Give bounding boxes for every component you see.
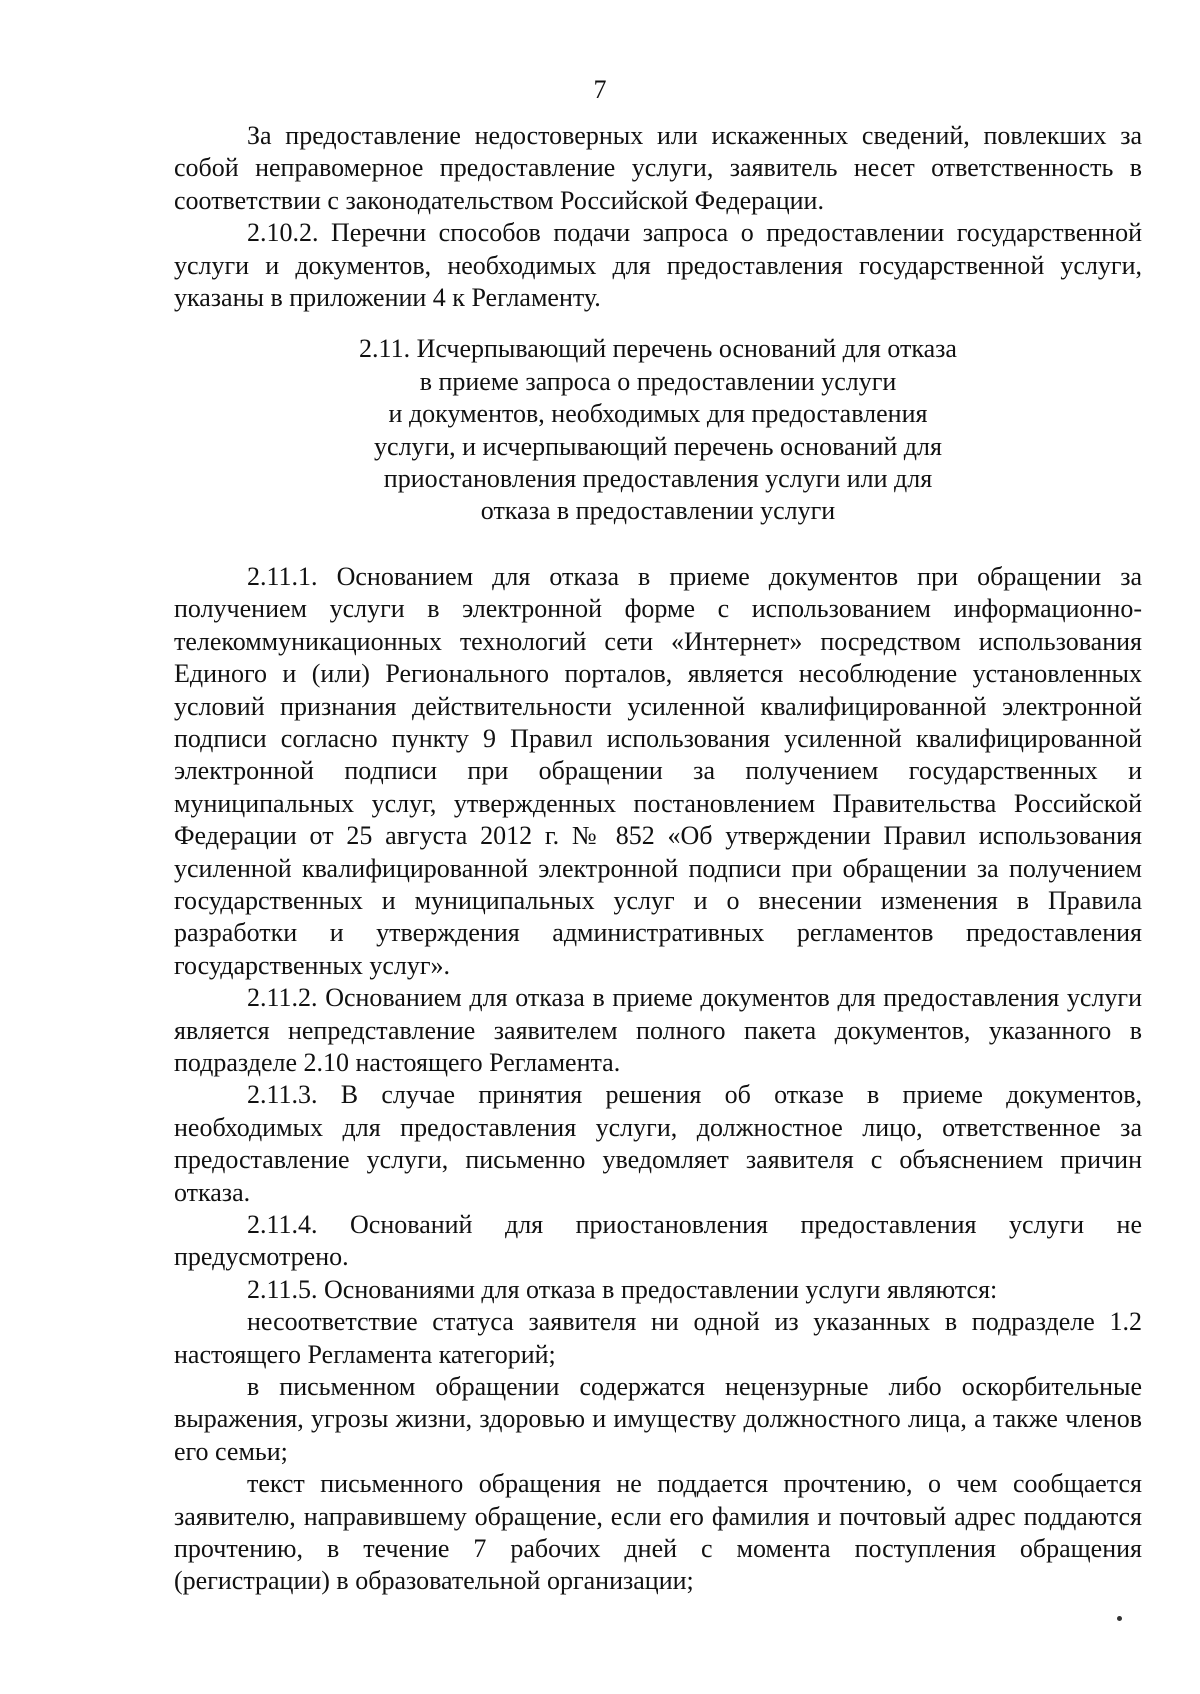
paragraph-refusal-reason-status: несоответствие статуса заявителя ни одной из указанных в подразделе 1.2 настоящего Регламента категорий; xyxy=(174,1307,1142,1369)
paragraph-2-11-2: 2.11.2. Основанием для отказа в приеме документов для предоставления услуги является непредставление заявителем полного пакета документов, указанного в подразделе 2.10 настоящего Регламента. xyxy=(174,983,1142,1077)
section-title-line: отказа в предоставлении услуги xyxy=(480,496,836,526)
paragraph-refusal-reason-unreadable: текст письменного обращения не поддается прочтению, о чем сообщается заявителю, направившему обращение, если его фамилия и почтовый адрес поддаются прочтению, в течение 7 рабочих дней с момента поступления обращения (регистрации) в образовательной организации; xyxy=(174,1469,1142,1596)
section-title-line: в приеме запроса о предоставлении услуги xyxy=(419,366,897,396)
document-body xyxy=(174,120,1142,1598)
page-number: 7 xyxy=(593,75,607,104)
section-title-line: услуги, и исчерпывающий перечень оснований для xyxy=(374,431,942,461)
paragraph-2-11-3: 2.11.3. В случае принятия решения об отказе в приеме документов, необходимых для предоставления услуги, должностное лицо, ответственное за предоставление услуги, письменно уведомляет заявителя с объяснением причин отказа. xyxy=(174,1080,1142,1207)
paragraph-2-10-2: 2.10.2. Перечни способов подачи запроса о предоставлении государственной услуги и документов, необходимых для предоставления государственной услуги, указаны в приложении 4 к Регламенту. xyxy=(174,218,1142,313)
section-title-line: 2.11. Исчерпывающий перечень оснований для отказа xyxy=(359,334,957,364)
section-title-2-11 xyxy=(174,333,1142,527)
paragraph-refusal-reason-offensive: в письменном обращении содержатся нецензурные либо оскорбительные выражения, угрозы жизни, здоровью и имуществу должностного лица, а также членов его семьи; xyxy=(174,1372,1142,1466)
paragraph-2-11-1: 2.11.1. Основанием для отказа в приеме документов при обращении за получением услуги в электронной форме с использованием информационно-телекоммуникационных технологий сети «Интернет» посредством использования Единого и (или) Регионального порталов, является несоблюдение установленных условий признания действительности усиленной квалифицированной электронной подписи согласно пункту 9 Правил использования усиленной квалифицированной электронной подписи при обращении за получением государственных и муниципальных услуг, утвержденных постановлением Правительства Российской Федерации от 25 августа 2012 г. № 852 «Об утверждении Правил использования усиленной квалифицированной электронной подписи при обращении за получением государственных и муниципальных услуг и о внесении изменения в Правила разработки и утверждения административных регламентов предоставления государственных услуг». xyxy=(174,561,1142,980)
paragraph-2-11-5: 2.11.5. Основаниями для отказа в предоставлении услуги являются: xyxy=(247,1274,998,1304)
scan-speck xyxy=(1117,1616,1122,1621)
paragraph-2-11-4: 2.11.4. Оснований для приостановления предоставления услуги не предусмотрено. xyxy=(174,1210,1142,1272)
section-title-line: приостановления предоставления услуги или для xyxy=(383,464,933,494)
paragraph-liability: За предоставление недостоверных или искаженных сведений, повлекших за собой неправомерное предоставление услуги, заявитель несет ответственность в соответствии с законодательством Российской Федерации. xyxy=(174,121,1142,215)
section-title-line: и документов, необходимых для предоставления xyxy=(388,399,928,429)
